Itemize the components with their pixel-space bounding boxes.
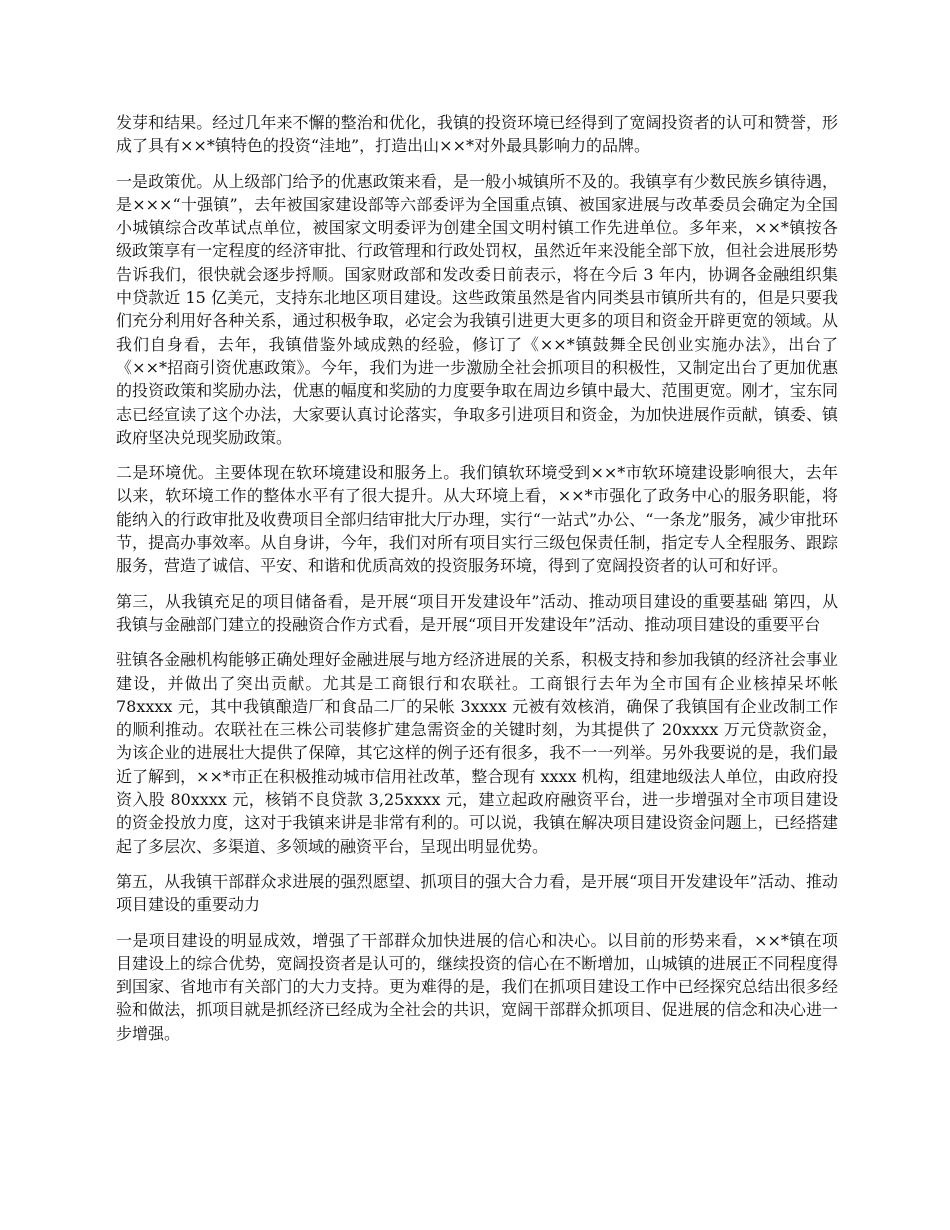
- paragraph-project-results: 一是项目建设的明显成效，增强了干部群众加快进展的信心和决心。以目前的形势来看，××*镇在项目建设上的综合优势，宽阔投资者是认可的，继续投资的信心在不断增加，山城镇的进展正不同程度得到国家、省地市有关部门的大力支持。更为难得的是，我们在抓项目建设工作中已经探究总结出很多经验和做法，抓项目就是抓经济已经成为全社会的共识，宽阔干部群众抓项目、促进展的信念和决心进一步增强。: [116, 930, 838, 1043]
- paragraph-investment-environment: 发芽和结果。经过几年来不懈的整治和优化，我镇的投资环境已经得到了宽阔投资者的认可和赞誉，形成了具有××*镇特色的投资“洼地”，打造出山××*对外最具影响力的品牌。: [116, 113, 838, 156]
- paragraph-cadres-and-masses: 第五，从我镇干部群众求进展的强烈愿望、抓项目的强大合力看，是开展“项目开发建设年”活动、推动项目建设的重要动力: [116, 871, 838, 915]
- paragraph-environment-advantage: 二是环境优。主要体现在软环境建设和服务上。我们镇软环境受到××*市软环境建设影响很大，去年以来，软环境工作的整体水平有了很大提升。从大环境上看，××*市强化了政务中心的服务职能，将能纳入的行政审批及收费项目全部归结审批大厅办理，实行“一站式”办公、“一条龙”服务，减少审批环节，提高办事效率。从自身讲，今年，我们对所有项目实行三级包保责任制，指定专人全程服务、跟踪服务，营造了诚信、平安、和谐和优质高效的投资服务环境，得到了宽阔投资者的认可和好评。: [116, 463, 838, 576]
- document-body: [116, 111, 838, 1057]
- paragraph-financial-institutions: 驻镇各金融机构能够正确处理好金融进展与地方经济进展的关系，积极支持和参加我镇的经济社会事业建设，并做出了突出贡献。尤其是工商银行和农联社。工商银行去年为全市国有企业核掉呆坏帐 78xxxx 元，其中我镇酿造厂和食品二厂的呆帐 3xxxx 元被有效核消，确保了我镇国有企业改制工作的顺利推动。农联社在三株公司装修扩建急需资金的关键时刻，为其提供了 20xxxx 万元贷款资金，为该企业的进展壮大提供了保障，其它这样的例子还有很多，我不一一列举。另外我要说的是，我们最近了解到，××*市正在积极推动城市信用社改革，整合现有 xxxx 机构，组建地级法人单位，由政府投资入股 80xxxx 元，核销不良贷款 3,25xxxx 元，建立起政府融资平台，进一步增强对全市项目建设的资金投放力度，这对于我镇来讲是非常有利的。可以说，我镇在解决项目建设资金问题上，已经搭建起了多层次、多渠道、多领域的融资平台，呈现出明显优势。: [116, 650, 838, 856]
- paragraph-project-reserve-and-finance: 第三，从我镇充足的项目储备看，是开展“项目开发建设年”活动、推动项目建设的重要基础 第四，从我镇与金融部门建立的投融资合作方式看，是开展“项目开发建设年”活动、推动项目建设的重要平台: [116, 591, 838, 634]
- paragraph-policy-advantage: 一是政策优。从上级部门给予的优惠政策来看，是一般小城镇所不及的。我镇享有少数民族乡镇待遇，是×××“十强镇”，去年被国家建设部等六部委评为全国重点镇、被国家进展与改革委员会确定为全国小城镇综合改革试点单位，被国家文明委评为创建全国文明村镇工作先进单位。多年来，××*镇按各级政策享有一定程度的经济审批、行政管理和行政处罚权，虽然近年来没能全部下放，但社会进展形势告诉我们，很快就会逐步捋顺。国家财政部和发改委日前表示，将在今后 3 年内，协调各金融组织集中贷款近 15 亿美元，支持东北地区项目建设。这些政策虽然是省内同类县市镇所共有的，但是只要我们充分利用好各种关系，通过积极争取，必定会为我镇引进更大更多的项目和资金开辟更宽的领域。从我们自身看，去年，我镇借鉴外域成熟的经验，修订了《××*镇鼓舞全民创业实施办法》，出台了《××*招商引资优惠政策》。今年，我们为进一步激励全社会抓项目的积极性，又制定出台了更加优惠的投资政策和奖励办法，优惠的幅度和奖励的力度要争取在周边乡镇中最大、范围更宽。刚才，宝东同志已经宣读了这个办法，大家要认真讨论落实，争取多引进项目和资金，为加快进展作贡献，镇委、镇政府坚决兑现奖励政策。: [116, 171, 838, 447]
